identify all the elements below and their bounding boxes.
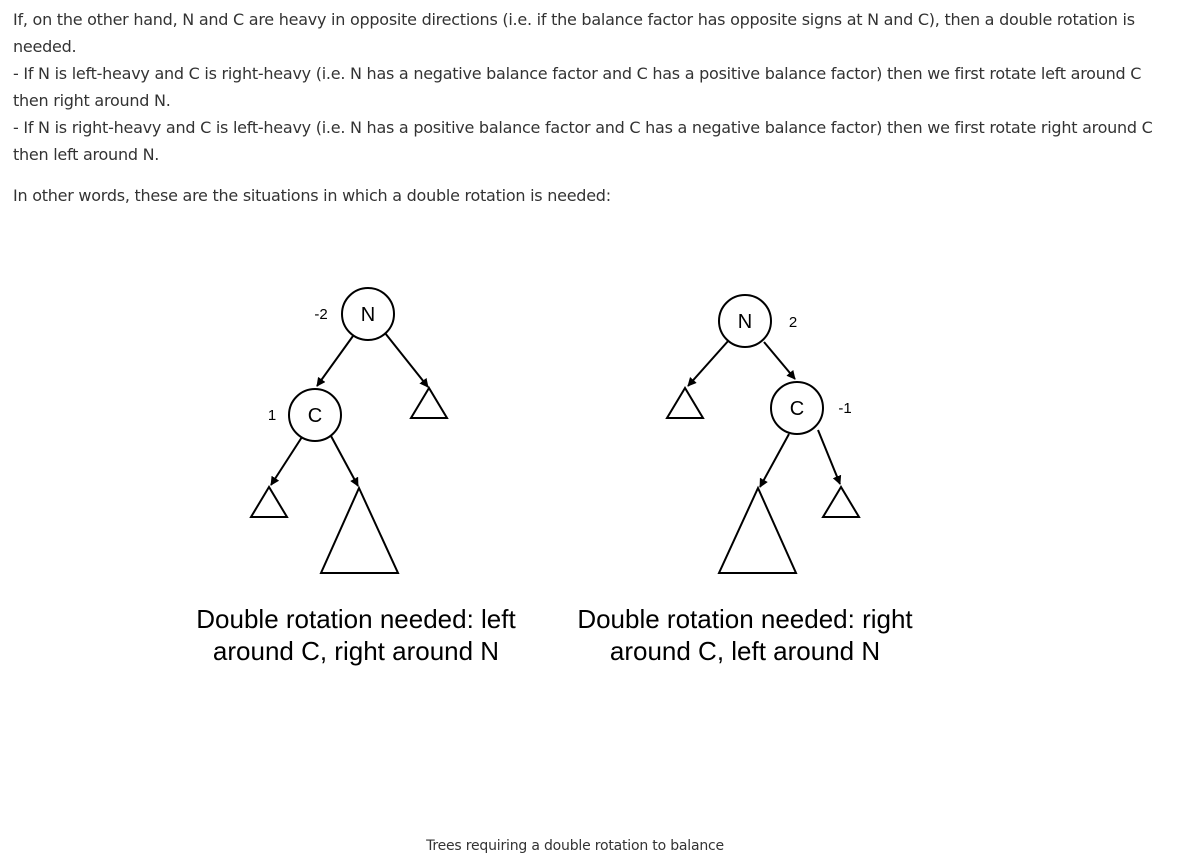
- left-tree-edge-c-to-right-subtree: [331, 436, 358, 486]
- right-tree: [577, 295, 913, 666]
- right-tree-child-label: C: [789, 398, 805, 420]
- left-tree-right-subtree-triangle: [411, 388, 447, 418]
- left-tree-large-subtree-triangle: [321, 488, 398, 573]
- right-tree-small-left-subtree-triangle: [667, 388, 703, 418]
- paragraph-double-rotation-intro: If, on the other hand, N and C are heavy in opposite directions (i.e. if the balance factor has opposite signs at N and C), then a double rotation is needed.: [13, 10, 1135, 56]
- left-tree-child-label: C: [307, 405, 323, 427]
- left-tree-root-balance: -2: [314, 306, 328, 323]
- left-tree-caption-line-2: around C, right around N: [212, 636, 500, 666]
- right-tree-root-label: N: [737, 311, 753, 333]
- right-tree-small-right-subtree-triangle: [823, 487, 859, 517]
- right-tree-edge-c-to-right-subtree: [818, 430, 840, 484]
- right-tree-caption-line-2: around C, left around N: [609, 636, 881, 666]
- right-tree-edge-n-to-left-subtree: [688, 340, 729, 386]
- paragraph-situations: In other words, these are the situations in which a double rotation is needed:: [13, 186, 611, 205]
- right-tree-caption-line-1: Double rotation needed: right: [577, 604, 913, 634]
- right-tree-child-balance: -1: [838, 400, 852, 417]
- double-rotation-figure: [0, 270, 1177, 690]
- right-tree-edge-c-to-left-subtree: [760, 434, 789, 487]
- right-tree-large-subtree-triangle: [719, 488, 796, 573]
- left-tree-small-subtree-triangle: [251, 487, 287, 517]
- left-tree-edge-c-to-left-subtree: [271, 437, 302, 485]
- left-tree-caption-line-1: Double rotation needed: left: [196, 604, 516, 634]
- article-text: [13, 6, 1158, 209]
- paragraph-left-right-case: - If N is left-heavy and C is right-heavy (i.e. N has a negative balance factor and C has a positive balance factor) then we first rotate left around C then right around N.: [13, 64, 1142, 110]
- left-tree-edge-n-to-c: [317, 336, 353, 386]
- paragraph-right-left-case: - If N is right-heavy and C is left-heavy (i.e. N has a positive balance factor and C has a negative balance factor) then we first rotate right around C then left around N.: [13, 118, 1153, 164]
- left-tree-root-label: N: [360, 304, 376, 326]
- right-tree-root-balance: 2: [788, 314, 798, 331]
- left-tree-edge-n-to-right-subtree: [385, 333, 428, 387]
- left-tree-child-balance: 1: [267, 407, 277, 424]
- left-tree: [196, 288, 516, 666]
- trees-diagram: [0, 270, 1177, 690]
- right-tree-edge-n-to-c: [764, 342, 795, 379]
- figure-caption: Trees requiring a double rotation to balance: [426, 838, 724, 854]
